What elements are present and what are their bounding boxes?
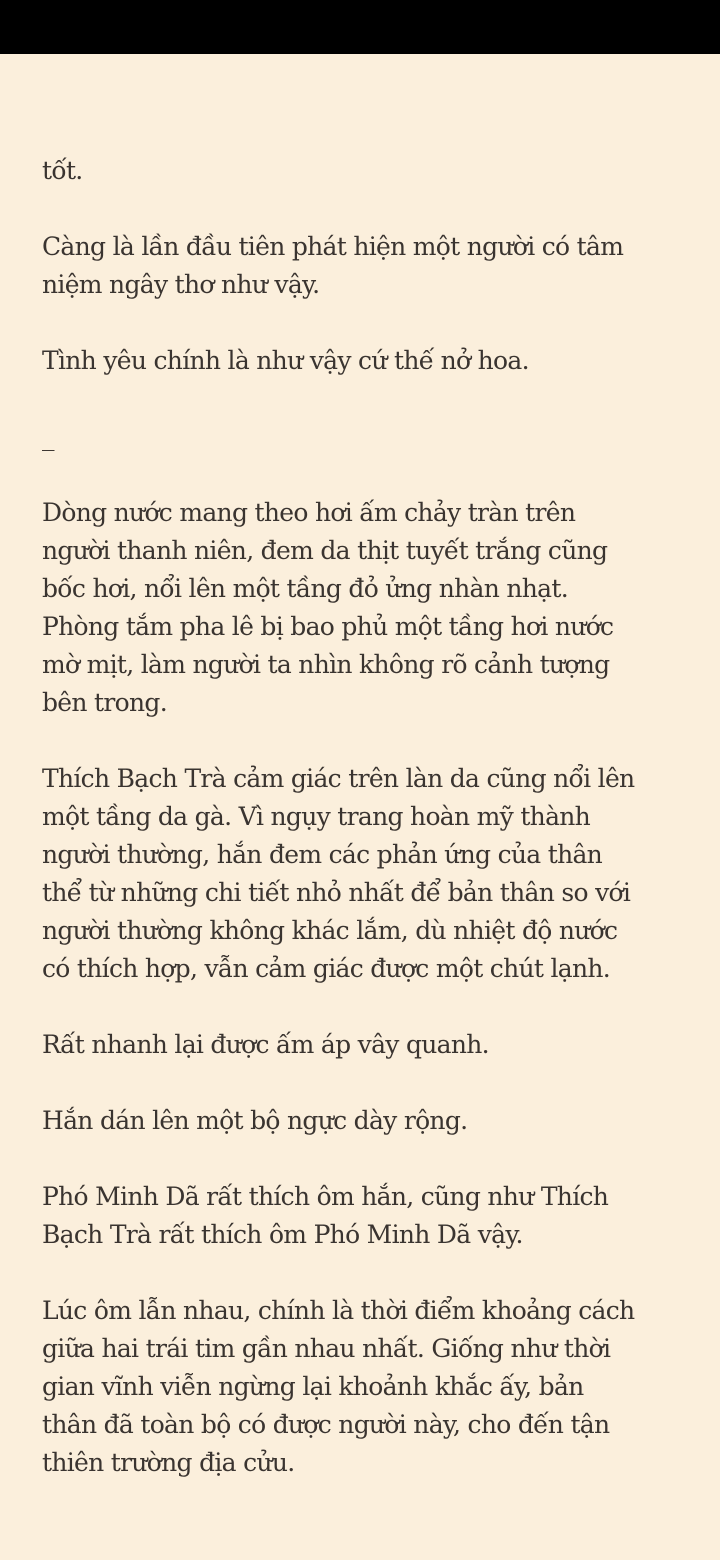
- text-line: thiên trường địa cửu.: [42, 1448, 295, 1477]
- paragraph: [42, 228, 682, 304]
- text-line: bên trong.: [42, 688, 167, 717]
- text-line: Tình yêu chính là như vậy cứ thế nở hoa.: [42, 346, 529, 375]
- text-line: Càng là lần đầu tiên phát hiện một người có tâm: [42, 232, 624, 261]
- text-line: người thường, hắn đem các phản ứng của thân: [42, 840, 603, 869]
- paragraph: [42, 1292, 682, 1482]
- text-line: mờ mịt, làm người ta nhìn không rõ cảnh tượng: [42, 650, 610, 679]
- text-line: Phòng tắm pha lê bị bao phủ một tầng hơi nước: [42, 612, 614, 641]
- text-line: Bạch Trà rất thích ôm Phó Minh Dã vậy.: [42, 1220, 523, 1249]
- paragraph: [42, 342, 682, 380]
- text-line: một tầng da gà. Vì ngụy trang hoàn mỹ thành: [42, 802, 591, 831]
- paragraph: [42, 152, 682, 190]
- text-line: người thường không khác lắm, dù nhiệt độ nước: [42, 916, 618, 945]
- text-line: Phó Minh Dã rất thích ôm hắn, cũng như Thích: [42, 1182, 609, 1211]
- text-line: Thích Bạch Trà cảm giác trên làn da cũng nổi lên: [42, 764, 635, 793]
- paragraph: [42, 1026, 682, 1064]
- text-line: thể từ những chi tiết nhỏ nhất để bản thân so với: [42, 878, 631, 907]
- text-line: Rất nhanh lại được ấm áp vây quanh.: [42, 1030, 489, 1059]
- paragraph: [42, 418, 682, 456]
- text-line: Hắn dán lên một bộ ngực dày rộng.: [42, 1106, 468, 1135]
- text-line: giữa hai trái tim gần nhau nhất. Giống như thời: [42, 1334, 611, 1363]
- text-line: _: [42, 422, 54, 451]
- paragraph: [42, 760, 682, 988]
- paragraph: [42, 1178, 682, 1254]
- text-line: người thanh niên, đem da thịt tuyết trắng cũng: [42, 536, 608, 565]
- paragraph: [42, 494, 682, 722]
- text-line: Dòng nước mang theo hơi ấm chảy tràn trên: [42, 498, 576, 527]
- text-line: thân đã toàn bộ có được người này, cho đến tận: [42, 1410, 610, 1439]
- reader-content[interactable]: [42, 152, 682, 1520]
- text-line: có thích hợp, vẫn cảm giác được một chút lạnh.: [42, 954, 611, 983]
- status-bar: [0, 0, 720, 54]
- text-line: bốc hơi, nổi lên một tầng đỏ ửng nhàn nhạt.: [42, 574, 568, 603]
- paragraph: [42, 1102, 682, 1140]
- text-line: niệm ngây thơ như vậy.: [42, 270, 320, 299]
- text-line: gian vĩnh viễn ngừng lại khoảnh khắc ấy, bản: [42, 1372, 584, 1401]
- text-line: tốt.: [42, 156, 83, 185]
- text-line: Lúc ôm lẫn nhau, chính là thời điểm khoảng cách: [42, 1296, 635, 1325]
